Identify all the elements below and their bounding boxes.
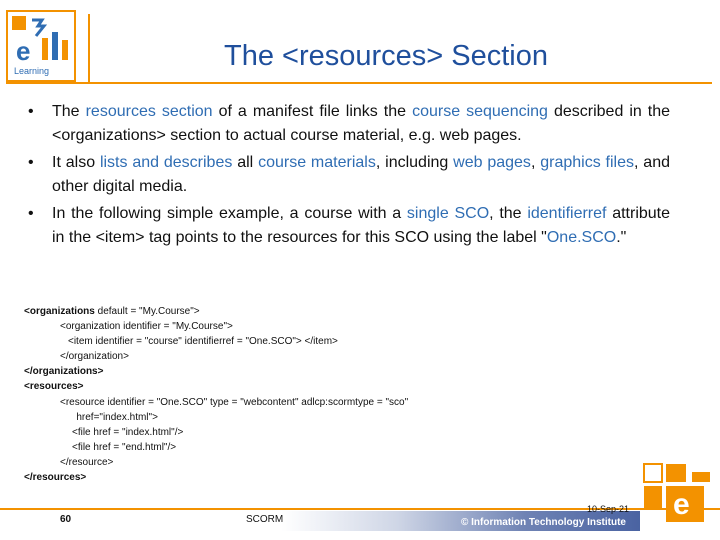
code-text: <file href = "end.html"/>: [72, 441, 177, 453]
code-text: <resource identifier = "One.SCO" type = "webcontent" adlcp:scormtype = "sco": [60, 396, 409, 408]
code-line: [24, 379, 544, 394]
code-text: default = "My.Course">: [94, 306, 200, 317]
code-line: [24, 304, 544, 319]
code-text: href="index.html">: [68, 411, 158, 423]
code-line: [24, 364, 544, 379]
highlighted-term: resources section: [85, 103, 213, 120]
highlighted-term: One.SCO: [546, 229, 617, 246]
code-line: [24, 349, 544, 364]
page-number: 60: [60, 514, 72, 525]
bullet-text: all: [232, 154, 259, 171]
code-text: </organization>: [60, 351, 129, 363]
bullet-dot-icon: •: [28, 205, 34, 222]
code-line: [24, 410, 544, 425]
corner-logo-icon: [642, 462, 714, 534]
code-line: [24, 319, 544, 334]
code-tag: </resources>: [24, 472, 87, 484]
bullet-text: attribute in the <item> tag points to the resources for this SCO using the label ": [52, 205, 671, 246]
slide-title: The <resources> Section: [223, 40, 548, 72]
svg-text:Learning: Learning: [14, 66, 50, 76]
code-tag: <organizations: [24, 306, 95, 317]
code-text: <organization identifier = "My.Course">: [60, 321, 233, 333]
highlighted-term: course sequencing: [412, 103, 548, 120]
header-horizontal-rule: [6, 82, 712, 84]
code-line: [24, 440, 544, 455]
code-text: <item identifier = "course" identifierref = "One.SCO"> </item>: [68, 336, 338, 348]
bullet-text: It also: [52, 154, 100, 171]
highlighted-term: course materials: [258, 154, 376, 171]
highlighted-term: web pages: [453, 154, 531, 171]
code-text: </resource>: [60, 456, 114, 468]
code-text: <file href = "index.html"/>: [72, 426, 184, 438]
footer-date: 10-Sep-21: [587, 504, 630, 514]
bullet-item: [24, 151, 670, 199]
code-tag: <resources>: [24, 381, 84, 393]
bullet-item: [24, 100, 670, 148]
bullet-text: ,: [530, 154, 541, 171]
highlighted-term: identifierref: [527, 205, 607, 222]
bullet-text: described in the <organizations> section to actual course material, e.g. web pages.: [52, 103, 671, 144]
bullet-dot-icon: •: [28, 103, 34, 120]
code-tag: </organizations>: [24, 366, 104, 378]
highlighted-term: lists and describes: [99, 154, 233, 171]
bullet-text: , the: [489, 205, 528, 222]
bullet-text: of a manifest file links the: [212, 103, 413, 120]
bullet-text: , and other digital media.: [52, 154, 671, 195]
bullet-text: , including: [375, 154, 454, 171]
bullet-text: In the following simple example, a course with a: [52, 205, 407, 222]
code-line: [24, 395, 544, 410]
copyright-text: © Information Technology Institute: [461, 517, 626, 528]
footer-label: SCORM: [246, 514, 284, 525]
code-line: [24, 470, 544, 485]
highlighted-term: graphics files: [540, 154, 635, 171]
code-line: [24, 425, 544, 440]
svg-text:e: e: [16, 36, 31, 66]
code-line: [24, 334, 544, 349]
bullet-list: [24, 100, 670, 253]
bullet-text: .": [616, 229, 627, 246]
bullet-dot-icon: •: [28, 154, 34, 171]
highlighted-term: single SCO: [406, 205, 490, 222]
code-example: [24, 304, 544, 485]
svg-text:e: e: [673, 488, 690, 521]
bullet-text: The: [52, 103, 86, 120]
code-line: [24, 455, 544, 470]
bullet-item: [24, 202, 670, 250]
